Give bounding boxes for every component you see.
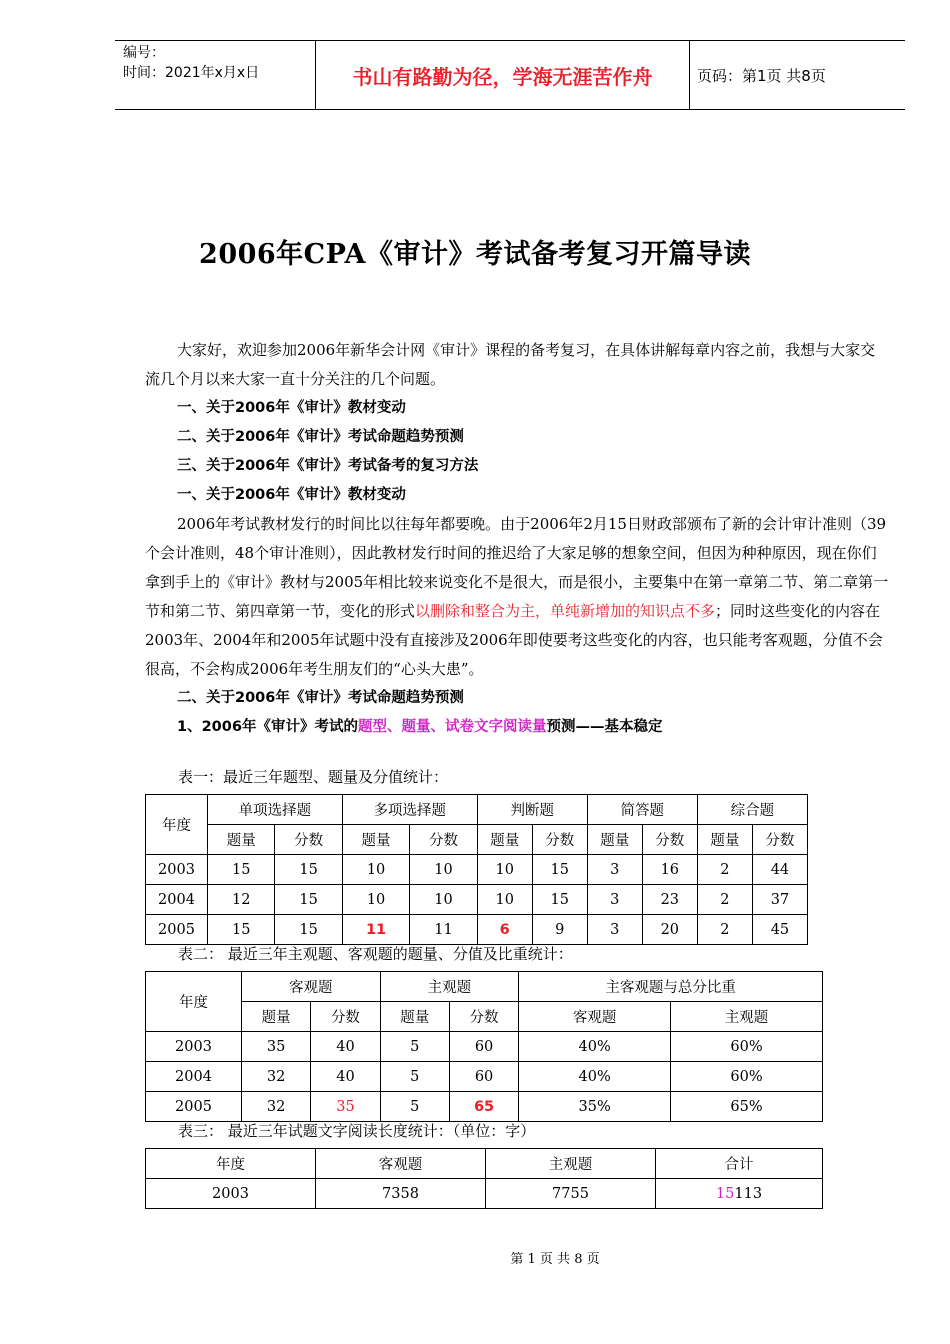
header-motto: 书山有路勤为径，学海无涯苦作舟 [352,64,653,89]
table-row [146,1032,823,1062]
table-header: 合计 [656,1149,823,1179]
table-cell: 15 [532,885,587,915]
header-meta [115,41,315,109]
page-footer: 第 1 页 共 8 页 [510,1252,600,1267]
body-text [145,336,890,742]
table-cell: 15 [275,885,342,915]
table-cell-highlight: 65 [449,1092,518,1122]
table-cell: 7358 [316,1179,486,1209]
intro-paragraph: 大家好，欢迎参加2006年新华会计网《审计》课程的备考复习，在具体讲解每章内容之前，我想与大家交流几个月以来大家一直十分关注的几个问题。 [145,341,876,388]
table-cell: 15 [208,915,275,945]
table-cell: 10 [410,855,477,885]
table-cell: 11 [410,915,477,945]
table-cell: 7755 [486,1179,656,1209]
table-subheader: 题量 [342,825,409,855]
table-cell: 32 [242,1092,311,1122]
time-label: 时间：2021年x月x日 [123,65,260,81]
table-subheader: 题量 [477,825,532,855]
header-band [115,40,905,110]
table-cell: 5 [380,1062,449,1092]
table-cell: 2003 [146,1032,242,1062]
sub-prefix: 1、2006年《审计》考试的 [177,719,358,735]
table-cell-highlight: 35 [311,1092,380,1122]
table-subheader: 分数 [449,1002,518,1032]
table-header: 简答题 [587,795,697,825]
table-cell: 15 [532,855,587,885]
table-cell: 12 [208,885,275,915]
table-cell: 60% [671,1032,823,1062]
table-subheader: 分数 [532,825,587,855]
table-subheader: 题量 [697,825,752,855]
section1-paragraph [145,510,890,684]
table-subheader: 题量 [208,825,275,855]
table-header: 年度 [146,1149,316,1179]
outline-item: 三、关于2006年《审计》考试备考的复习方法 [177,458,479,474]
outline-item: 一、关于2006年《审计》教材变动 [177,400,406,416]
table-header: 客观题 [242,972,381,1002]
table-cell: 65% [671,1092,823,1122]
table-header: 客观题 [316,1149,486,1179]
section1-heading: 一、关于2006年《审计》教材变动 [177,487,406,503]
table-cell: 2004 [146,885,208,915]
table-cell: 40% [519,1062,671,1092]
sub-suffix: 预测——基本稳定 [546,719,663,735]
table-row [146,1179,823,1209]
table-cell: 40 [311,1032,380,1062]
table-cell: 10 [477,885,532,915]
table2 [145,971,823,1122]
table-header: 年度 [146,795,208,855]
table-cell: 10 [477,855,532,885]
table-cell-highlight: 11 [342,915,409,945]
table-subheader: 题量 [587,825,642,855]
table-cell: 2 [697,885,752,915]
table-cell: 2005 [146,1092,242,1122]
table-header: 判断题 [477,795,587,825]
table-subheader: 分数 [410,825,477,855]
table3-caption: 表三： 最近三年试题文字阅读长度统计：（单位：字） [178,1122,536,1140]
table-cell: 60 [449,1032,518,1062]
table-cell: 45 [752,915,807,945]
table-cell: 35% [519,1092,671,1122]
table1-caption: 表一：最近三年题型、题量及分值统计： [178,768,449,786]
table3 [145,1148,823,1209]
table-header: 主观题 [486,1149,656,1179]
table-header: 单项选择题 [208,795,343,825]
table-row [146,885,808,915]
table-subheader: 分数 [311,1002,380,1032]
table-cell [656,1179,823,1209]
table-subheader: 分数 [752,825,807,855]
table-subheader: 分数 [275,825,342,855]
outline-item: 二、关于2006年《审计》考试命题趋势预测 [177,429,464,445]
sub-highlight: 题型、题量、试卷文字阅读量 [357,719,547,735]
table-cell: 20 [642,915,697,945]
table2-caption: 表二： 最近三年主观题、客观题的题量、分值及比重统计： [178,945,573,963]
table-cell: 10 [410,885,477,915]
table-cell: 2 [697,915,752,945]
table-header: 主客观题与总分比重 [519,972,823,1002]
table-header: 年度 [146,972,242,1032]
table-cell: 2004 [146,1062,242,1092]
table-subheader: 客观题 [519,1002,671,1032]
table-cell: 40 [311,1062,380,1092]
table-cell: 37 [752,885,807,915]
table-cell: 16 [642,855,697,885]
table-cell-highlight: 6 [477,915,532,945]
table-cell: 32 [242,1062,311,1092]
table-cell: 9 [532,915,587,945]
table-cell: 60% [671,1062,823,1092]
section2-heading: 二、关于2006年《审计》考试命题趋势预测 [177,690,464,706]
table-header: 多项选择题 [342,795,477,825]
table-cell: 10 [342,885,409,915]
table-cell: 23 [642,885,697,915]
table-subheader: 题量 [242,1002,311,1032]
table-row [146,1092,823,1122]
table-cell: 15 [208,855,275,885]
serial-label: 编号： [123,45,165,61]
table-cell: 10 [342,855,409,885]
table-cell: 40% [519,1032,671,1062]
header-divider [689,41,690,109]
total-rest: 113 [734,1185,763,1202]
table1 [145,794,808,945]
total-highlight: 15 [715,1185,735,1202]
table-subheader: 主观题 [671,1002,823,1032]
table-row [146,1062,823,1092]
table-subheader: 题量 [380,1002,449,1032]
table-cell: 2003 [146,855,208,885]
table-cell: 3 [587,915,642,945]
table-cell: 35 [242,1032,311,1062]
table-row [146,915,808,945]
table-cell: 5 [380,1032,449,1062]
table-cell: 2 [697,855,752,885]
section1-text: 2006年考试教材发行的时间比以往每年都要晚。由于2006年2月15日财政部颁布了新的会计审计准则（39个会计准则，48个审计准则），因此教材发行时间的推迟给了大家足够的想象空间，但因为种种原因，现在你们拿到手上的《审计》教材与2005年相比较来说变化不是很大，而是很小，主要集中在第一章第二节、第二章第一节和第二节、第四章第一节，变化的形式 [145,515,889,620]
table-header: 主观题 [380,972,519,1002]
section2-subheading [145,713,890,742]
table-row [146,855,808,885]
table-cell: 2003 [146,1179,316,1209]
table-cell: 15 [275,855,342,885]
table-cell: 60 [449,1062,518,1092]
table-cell: 5 [380,1092,449,1122]
section1-text: ；同时这些变化的内容在2003年、2004年和2005年试题中没有直接涉及2006年即使要考这些变化的内容，也只能考客观题，分值不会很高，不会构成2006年考生朋友们的“心头大患”。 [145,602,883,678]
table-cell: 15 [275,915,342,945]
table-header: 综合题 [697,795,807,825]
table-cell: 3 [587,855,642,885]
section1-red-text: 以删除和整合为主，单纯新增加的知识点不多 [415,602,716,620]
table-subheader: 分数 [642,825,697,855]
table-cell: 44 [752,855,807,885]
table-cell: 2005 [146,915,208,945]
header-page-info: 页码：第1页 共8页 [697,66,826,85]
page-title: 2006年CPA《审计》考试备考复习开篇导读 [199,239,751,270]
table-cell: 3 [587,885,642,915]
